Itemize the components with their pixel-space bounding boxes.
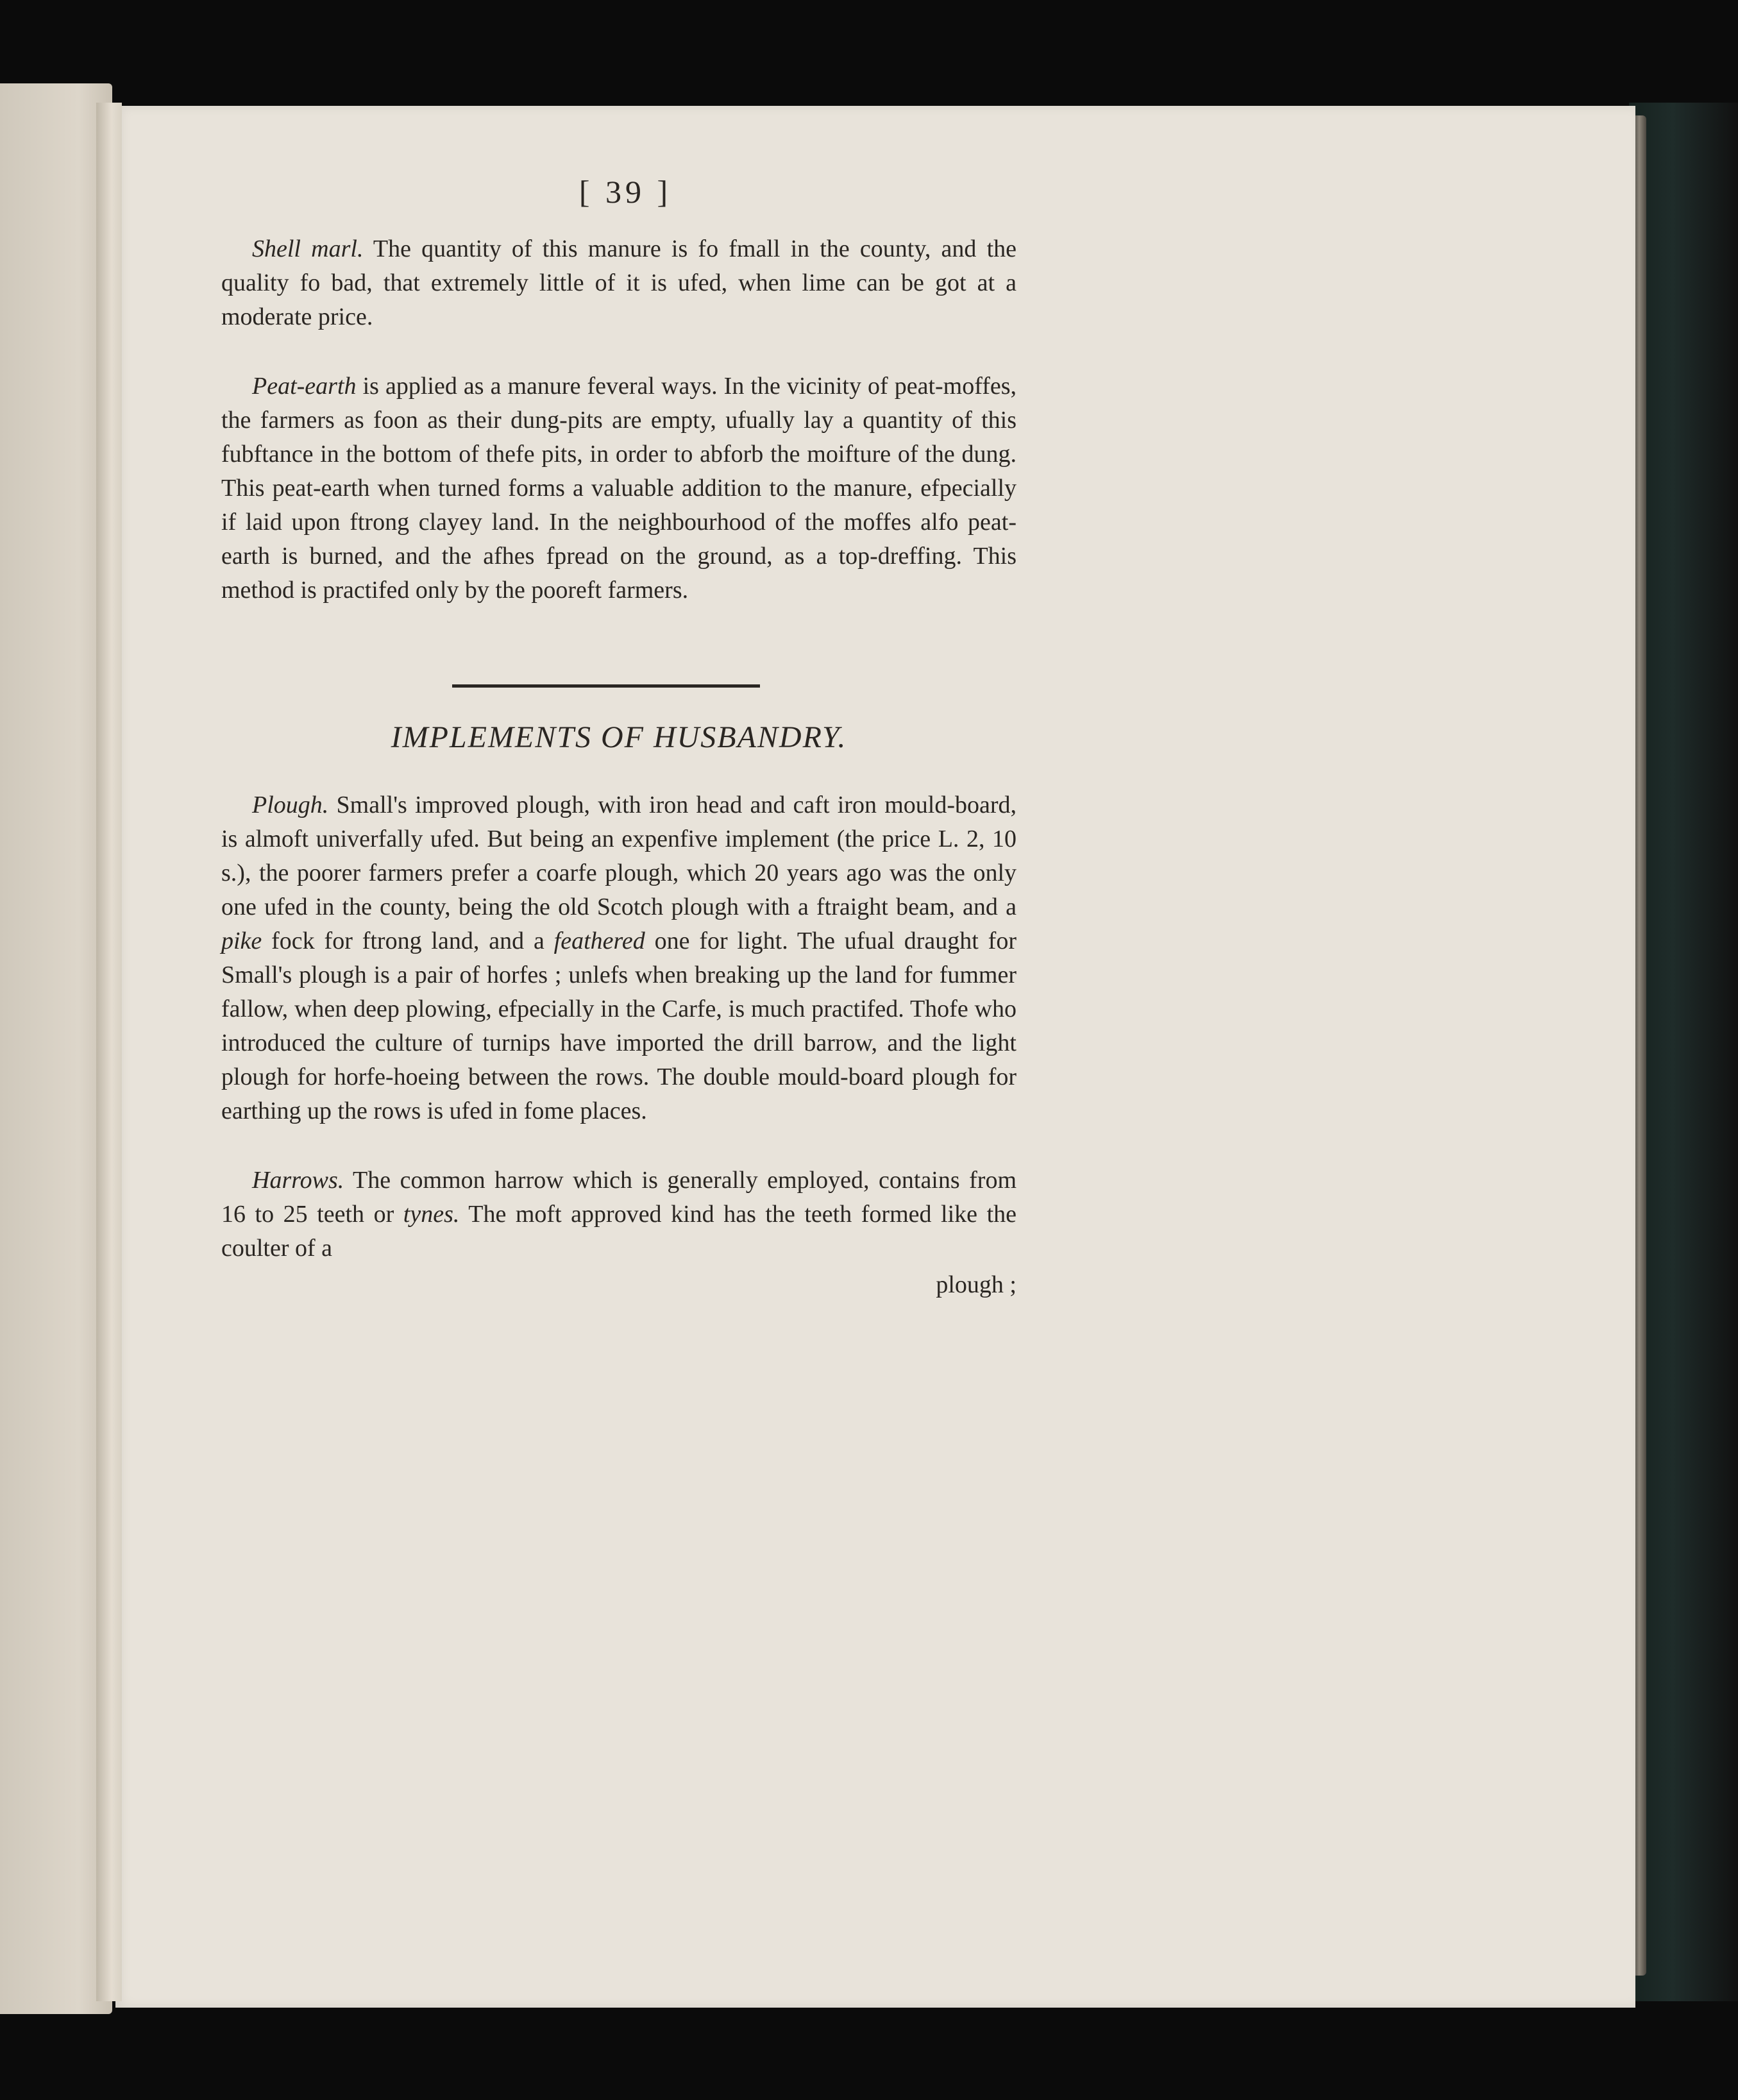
paragraph-peat-earth bbox=[221, 369, 1017, 607]
plough-text-1: Small's improved plough, with iron head and caft iron mould-board, is almoft univerfally ufed. But being an expenfive implement (the price L. 2, 10 s.), the poorer farmers prefer a coarfe plough, which 20 years ago was the only one ufed in the county, being the old Scotch plough with a ftraight beam, and a bbox=[221, 792, 1017, 920]
paragraph-harrows bbox=[221, 1164, 1017, 1266]
plough-italic-pike: pike bbox=[221, 927, 262, 954]
page-gutter bbox=[96, 103, 122, 2001]
page-text-block bbox=[221, 173, 1017, 1302]
paragraph-lead-harrows: Harrows. bbox=[252, 1167, 344, 1194]
paragraph-lead-peat-earth: Peat-earth bbox=[252, 373, 357, 400]
plough-text-2: fock for ftrong land, and a bbox=[262, 927, 554, 954]
paragraph-lead-plough: Plough. bbox=[252, 792, 329, 818]
plough-text-3: one for light. The ufual draught for Small's plough is a pair of horfes ; unlefs when breaking up the land for fummer fallow, when deep plowing, efpecially in the Carfe, is much practifed. Thofe who introduced the culture of turnips have imported the drill barrow, and the light plough for horfe-hoeing between the rows. The double mould-board plough for earthing up the rows is ufed in fome places. bbox=[221, 927, 1017, 1124]
section-divider bbox=[452, 684, 760, 688]
harrows-text-1: The common harrow which is generally employed, contains from 16 to 25 teeth or bbox=[221, 1167, 1017, 1228]
paragraph-plough bbox=[221, 788, 1017, 1128]
harrows-italic-tynes: tynes. bbox=[403, 1201, 460, 1228]
previous-page-edge bbox=[0, 83, 112, 2014]
page-number: [ 39 ] bbox=[578, 174, 672, 210]
plough-italic-feathered: feathered bbox=[553, 927, 645, 954]
paragraph-lead-shell-marl: Shell marl. bbox=[252, 235, 364, 262]
paragraph-text-peat-earth: is applied as a manure feveral ways. In the vicinity of peat-moffes, the farmers as foon as their dung-pits are empty, ufually lay a quantity of this fubftance in the bottom of thefe pits, in order to abforb the moifture of the dung. This peat-earth when turned forms a valuable addition to the manure, efpecially if laid upon ftrong clayey land. In the neighbourhood of the moffes alfo peat-earth is burned, and the afhes fpread on the ground, as a top-dreffing. This method is practifed only by the pooreft farmers. bbox=[221, 373, 1017, 604]
paragraph-text-shell-marl: The quantity of this manure is fo fmall in the county, and the quality fo bad, that extremely little of it is ufed, when lime can be got at a moderate price. bbox=[221, 235, 1017, 330]
catchword: plough ; bbox=[936, 1271, 1017, 1298]
paragraph-shell-marl bbox=[221, 232, 1017, 334]
section-heading: IMPLEMENTS OF HUSBANDRY. bbox=[391, 720, 847, 754]
harrows-text-2: The moft approved kind has the teeth formed like the coulter of a bbox=[221, 1201, 1017, 1262]
